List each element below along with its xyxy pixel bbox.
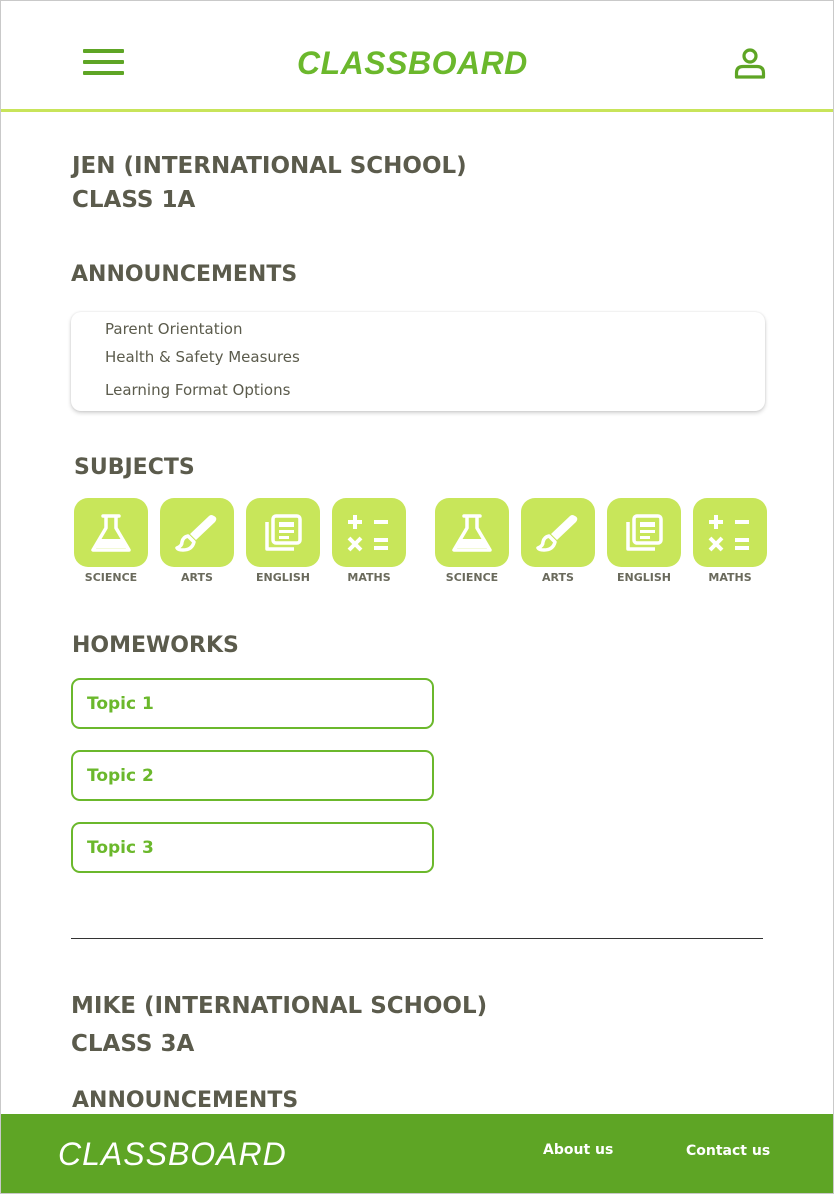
flask-icon [89, 513, 133, 553]
subject-label: ENGLISH [617, 571, 671, 584]
top-bar [1, 1, 834, 112]
subject-label: ARTS [181, 571, 213, 584]
student-name: JEN (INTERNATIONAL SCHOOL) [72, 153, 467, 179]
newspaper-icon [263, 513, 303, 553]
subject-arts[interactable] [521, 498, 595, 584]
flask-icon [450, 513, 494, 553]
subject-label: SCIENCE [84, 571, 138, 584]
newspaper-icon [624, 513, 664, 553]
subject-label: SCIENCE [445, 571, 499, 584]
homework-item[interactable] [71, 750, 434, 801]
header-logo[interactable]: CLASSBOARD [297, 45, 528, 81]
footer-logo[interactable]: CLASSBOARD [58, 1136, 287, 1172]
subject-label: MATHS [708, 571, 752, 584]
subject-english[interactable] [246, 498, 320, 584]
subject-science[interactable] [435, 498, 509, 584]
subject-label: MATHS [347, 571, 391, 584]
homework-label: Topic 3 [87, 838, 154, 858]
calculator-symbols-icon [707, 512, 753, 554]
paintbrush-icon [174, 512, 220, 554]
student-class: CLASS 1A [72, 187, 196, 213]
homework-item[interactable] [71, 678, 434, 729]
student-name: MIKE (INTERNATIONAL SCHOOL) [71, 993, 488, 1019]
about-us-link[interactable]: About us [543, 1142, 614, 1158]
announcement-item[interactable]: Parent Orientation [105, 320, 243, 338]
announcements-heading: ANNOUNCEMENTS [71, 262, 298, 287]
hamburger-menu-icon[interactable] [83, 49, 124, 77]
footer [1, 1114, 834, 1194]
student-class: CLASS 3A [71, 1031, 195, 1057]
subject-english[interactable] [607, 498, 681, 584]
announcement-item[interactable]: Learning Format Options [105, 381, 291, 399]
subject-arts[interactable] [160, 498, 234, 584]
subject-science[interactable] [74, 498, 148, 584]
homework-item[interactable] [71, 822, 434, 873]
subjects-heading: SUBJECTS [74, 455, 195, 480]
announcement-item[interactable]: Health & Safety Measures [105, 348, 300, 366]
homework-label: Topic 1 [87, 694, 154, 714]
section-divider [71, 938, 763, 939]
subject-label: ARTS [542, 571, 574, 584]
homework-label: Topic 2 [87, 766, 154, 786]
homeworks-heading: HOMEWORKS [72, 633, 239, 658]
subject-label: ENGLISH [256, 571, 310, 584]
announcements-heading: ANNOUNCEMENTS [72, 1088, 299, 1113]
contact-us-link[interactable]: Contact us [686, 1143, 771, 1159]
announcements-card [71, 312, 765, 411]
paintbrush-icon [535, 512, 581, 554]
calculator-symbols-icon [346, 512, 392, 554]
subject-maths[interactable] [693, 498, 767, 584]
user-profile-icon[interactable] [734, 47, 766, 79]
subject-maths[interactable] [332, 498, 406, 584]
